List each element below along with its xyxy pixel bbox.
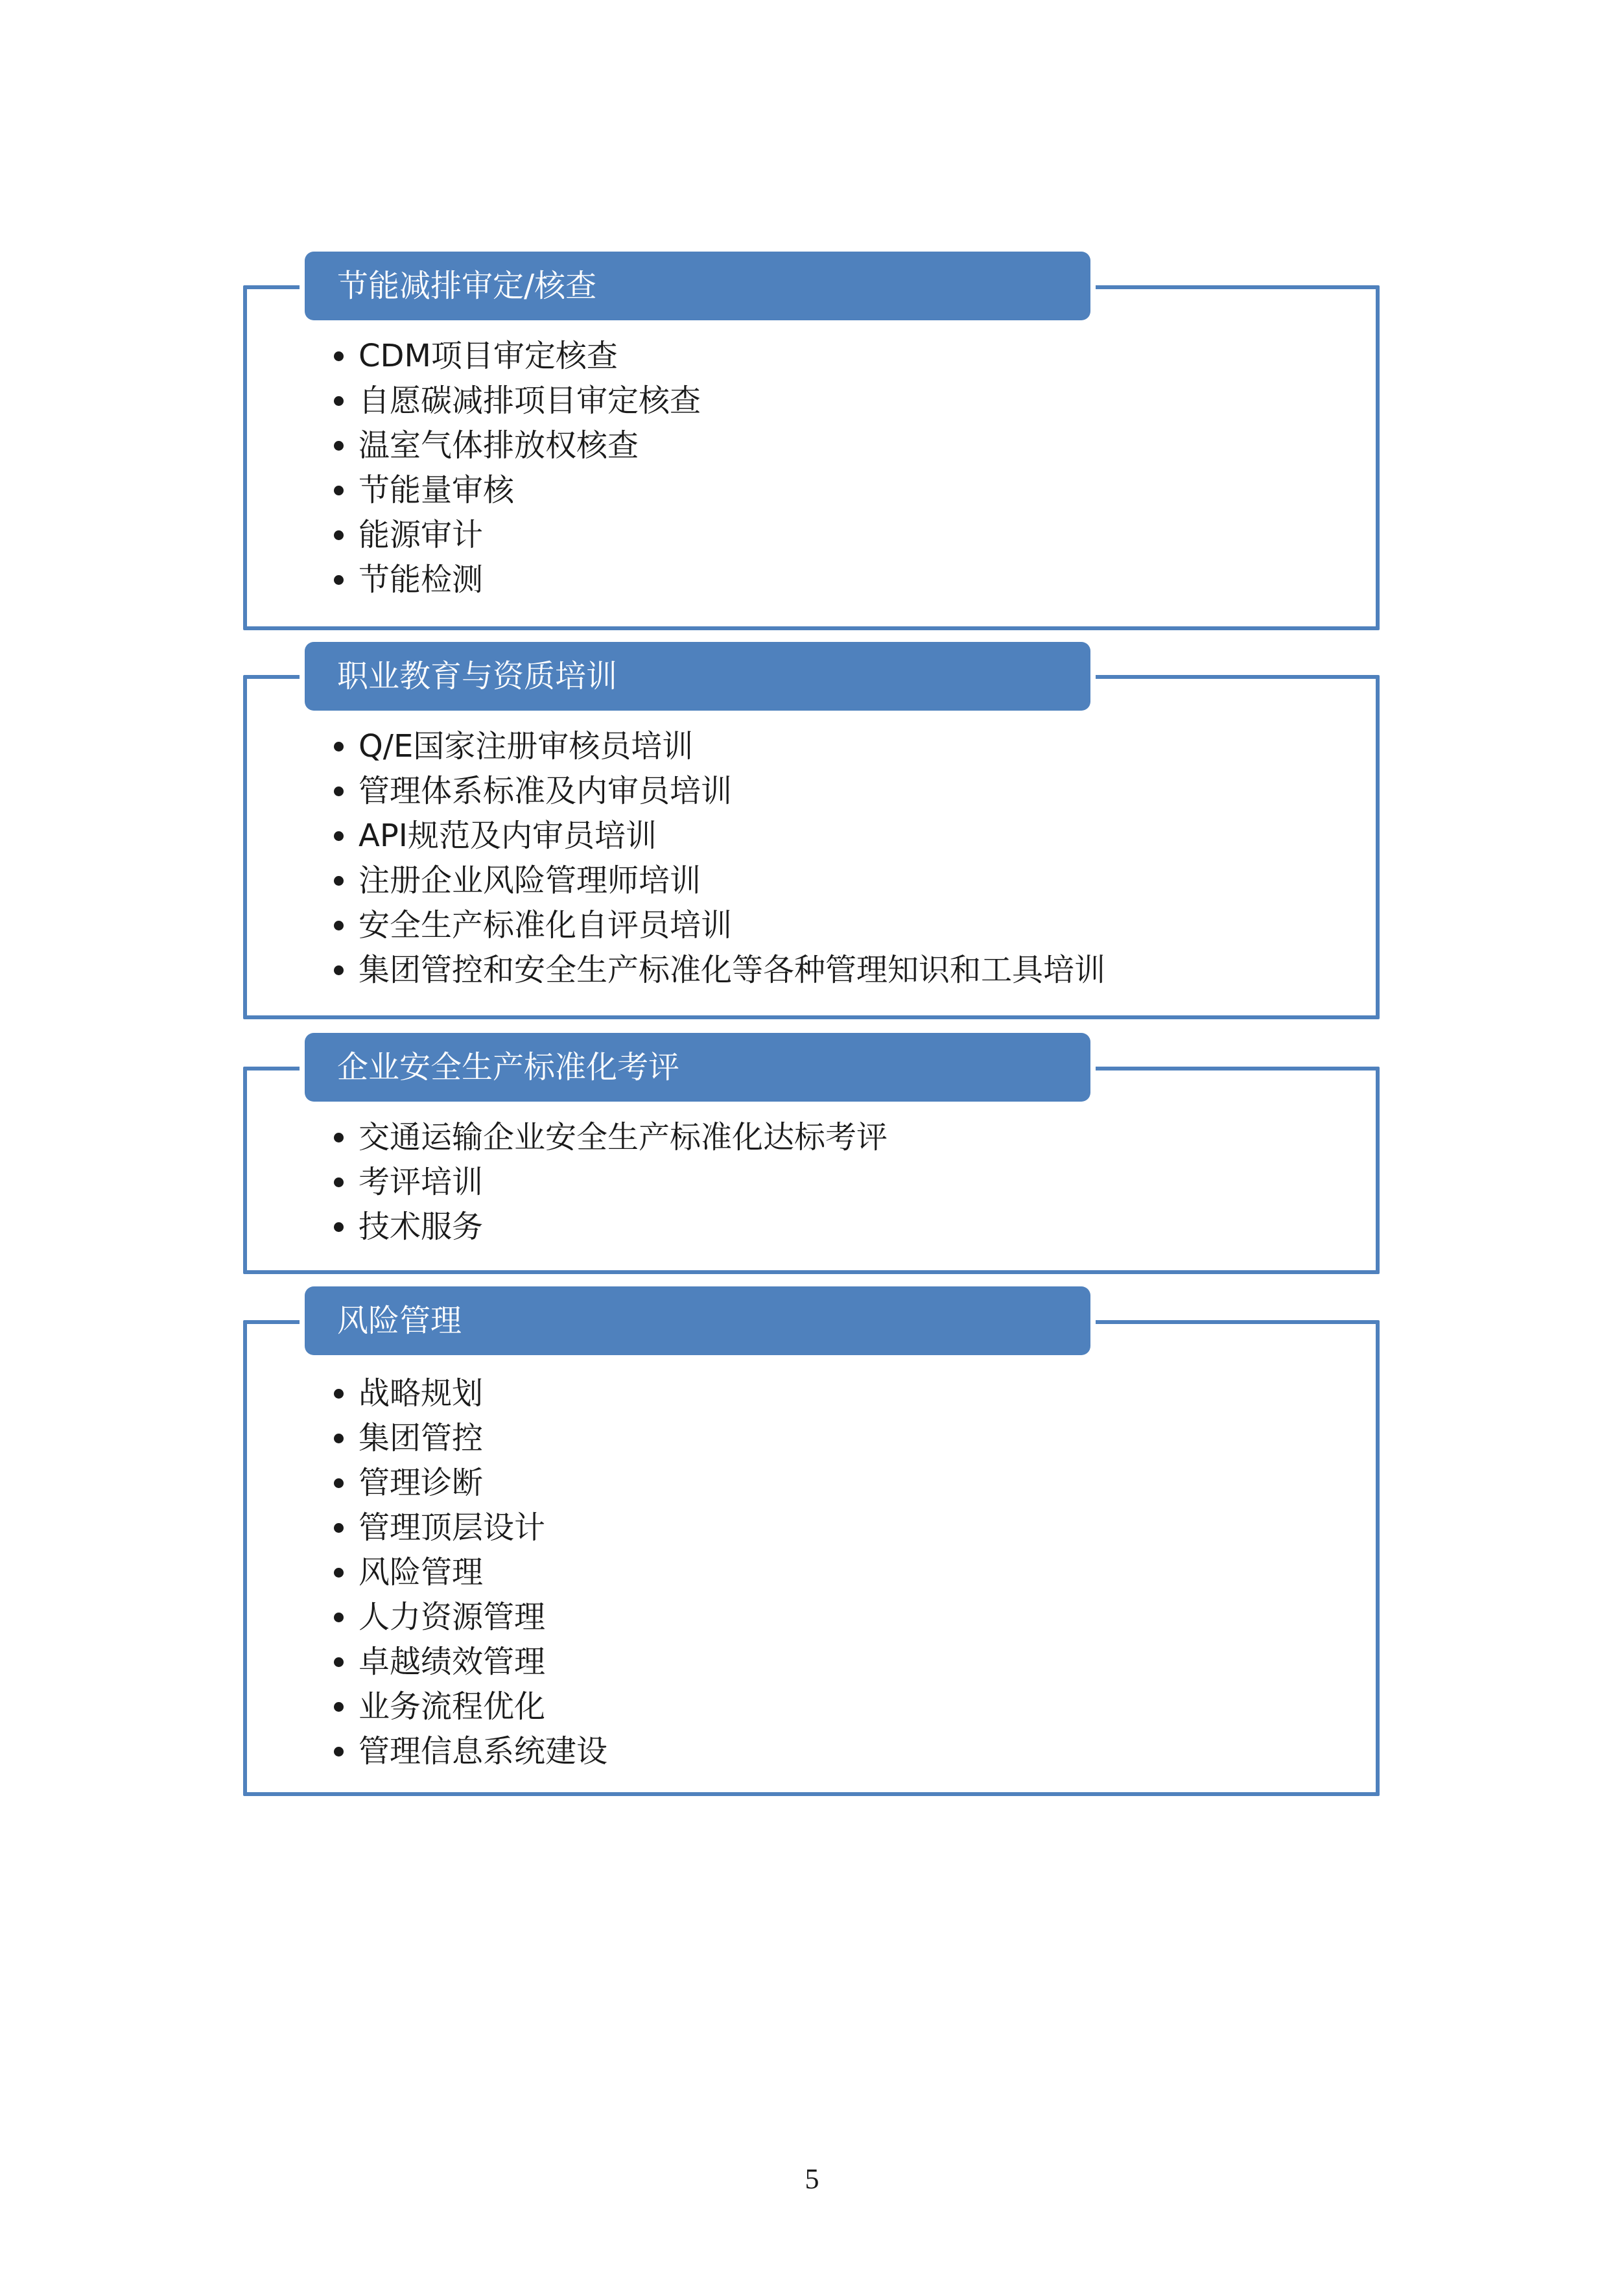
- list-item: 集团管控: [334, 1416, 607, 1461]
- bullet-icon: [334, 921, 344, 930]
- item-list: [334, 1115, 888, 1249]
- bullet-icon: [334, 441, 344, 451]
- list-item: CDM项目审定核查: [334, 334, 701, 379]
- bullet-icon: [334, 1523, 344, 1533]
- list-item: 管理顶层设计: [334, 1506, 607, 1550]
- item-list: [334, 1371, 607, 1774]
- list-item: 管理体系标准及内审员培训: [334, 769, 1105, 814]
- bullet-icon: [334, 1133, 344, 1142]
- bullet-icon: [334, 1389, 344, 1399]
- section-header: 企业安全生产标准化考评: [305, 1033, 1090, 1102]
- list-item: 注册企业风险管理师培训: [334, 858, 1105, 903]
- bullet-icon: [334, 1177, 344, 1187]
- bullet-icon: [334, 1568, 344, 1578]
- list-item: API规范及内审员培训: [334, 814, 1105, 858]
- bullet-icon: [334, 351, 344, 361]
- list-item: 业务流程优化: [334, 1685, 607, 1729]
- list-item: 自愿碳减排项目审定核查: [334, 379, 701, 423]
- bullet-icon: [334, 876, 344, 886]
- list-item: 温室气体排放权核查: [334, 423, 701, 468]
- list-item: 管理信息系统建设: [334, 1729, 607, 1774]
- list-item: 安全生产标准化自评员培训: [334, 903, 1105, 948]
- bullet-icon: [334, 1478, 344, 1488]
- page-number: 5: [805, 2163, 819, 2195]
- list-item: 集团管控和安全生产标准化等各种管理知识和工具培训: [334, 948, 1105, 993]
- bullet-icon: [334, 1434, 344, 1443]
- bullet-icon: [334, 965, 344, 975]
- section-header: 节能减排审定/核查: [305, 252, 1090, 320]
- list-item: 节能检测: [334, 558, 701, 602]
- bullet-icon: [334, 575, 344, 585]
- section-header: 职业教育与资质培训: [305, 642, 1090, 711]
- section-header: 风险管理: [305, 1286, 1090, 1355]
- list-item: 管理诊断: [334, 1461, 607, 1506]
- bullet-icon: [334, 486, 344, 495]
- bullet-icon: [334, 396, 344, 406]
- bullet-icon: [334, 831, 344, 841]
- list-item: 战略规划: [334, 1371, 607, 1416]
- item-list: [334, 724, 1105, 993]
- bullet-icon: [334, 1747, 344, 1757]
- list-item: 人力资源管理: [334, 1595, 607, 1640]
- list-item: 考评培训: [334, 1160, 888, 1205]
- bullet-icon: [334, 787, 344, 796]
- list-item: 能源审计: [334, 513, 701, 558]
- bullet-icon: [334, 530, 344, 540]
- list-item: Q/E国家注册审核员培训: [334, 724, 1105, 769]
- bullet-icon: [334, 1702, 344, 1712]
- list-item: 交通运输企业安全生产标准化达标考评: [334, 1115, 888, 1160]
- bullet-icon: [334, 1613, 344, 1622]
- item-list: [334, 334, 701, 602]
- bullet-icon: [334, 742, 344, 751]
- bullet-icon: [334, 1222, 344, 1232]
- list-item: 节能量审核: [334, 468, 701, 513]
- list-item: 风险管理: [334, 1550, 607, 1595]
- bullet-icon: [334, 1657, 344, 1667]
- list-item: 卓越绩效管理: [334, 1640, 607, 1685]
- list-item: 技术服务: [334, 1205, 888, 1249]
